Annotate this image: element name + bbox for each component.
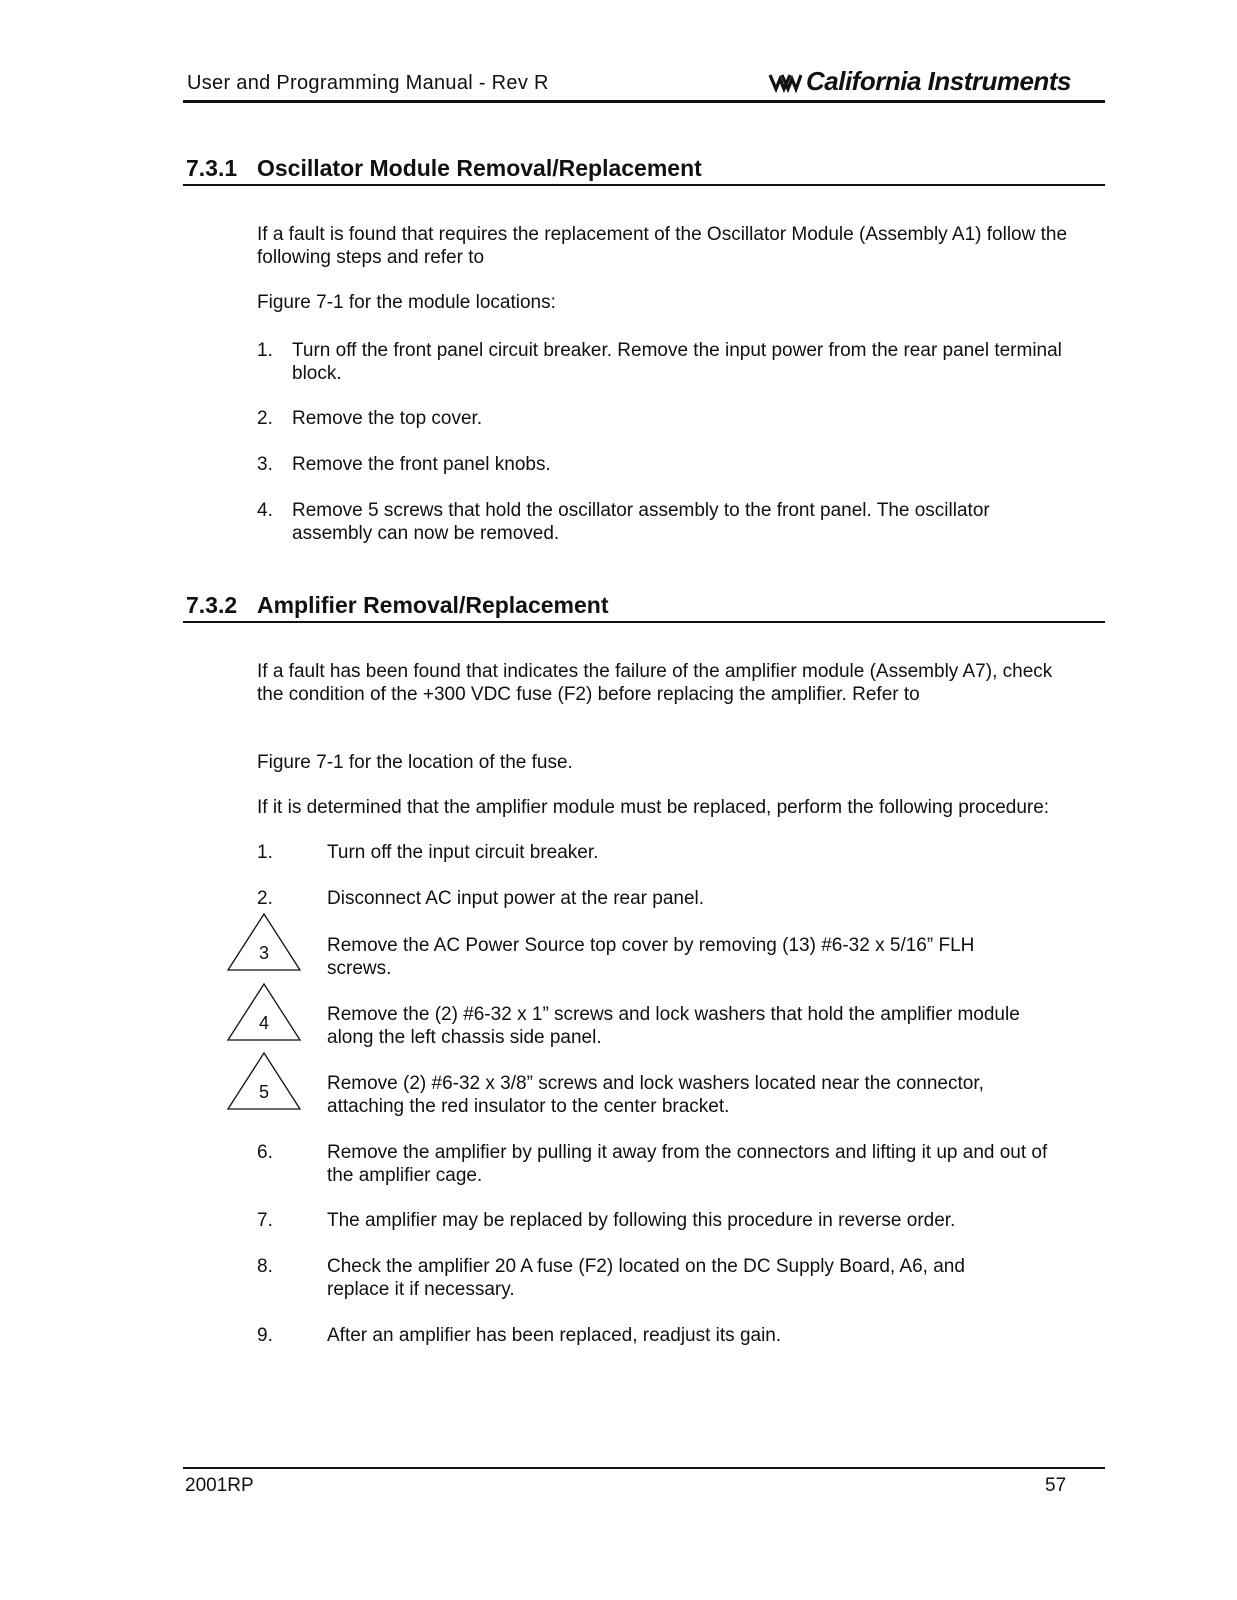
list-item [257, 1209, 1107, 1233]
page-number: 57 [1045, 1475, 1067, 1496]
text-line: If a fault is found that requires the replacement of the Oscillator Module (Assembly A1) follow the [257, 224, 1068, 245]
section-number: 7.3.1 [186, 155, 238, 181]
list-item [226, 912, 1106, 978]
step-text: attaching the red insulator to the center bracket. [327, 1096, 730, 1117]
step-text: replace it if necessary. [327, 1279, 515, 1300]
paragraph [257, 660, 1107, 706]
step-text: Remove the top cover. [292, 408, 483, 429]
step-text: assembly can now be removed. [292, 523, 560, 544]
step-number: 1. [257, 340, 273, 361]
step-text: screws. [327, 958, 392, 979]
footer-rule [183, 1467, 1105, 1469]
step-number: 4 [258, 1013, 269, 1033]
step-text: Remove (2) #6-32 x 3/8” screws and lock washers located near the connector, [327, 1073, 984, 1094]
text-line: following steps and refer to [257, 247, 485, 268]
list-item [226, 982, 1106, 1048]
footer-model: 2001RP [185, 1475, 254, 1496]
step-text: Disconnect AC input power at the rear panel. [327, 888, 705, 909]
step-number: 3. [257, 454, 273, 475]
section-rule [183, 621, 1105, 623]
list-item [257, 407, 1107, 431]
manual-title: User and Programming Manual - Rev R [187, 72, 549, 94]
step-text: along the left chassis side panel. [327, 1027, 602, 1048]
list-item [257, 453, 1107, 477]
step-text: the amplifier cage. [327, 1165, 483, 1186]
figure-reference: Figure 7-1 for the module locations: [257, 292, 556, 313]
step-text: Remove the (2) #6-32 x 1” screws and lock washers that hold the amplifier module [327, 1004, 1020, 1025]
logo-wave-icon [768, 71, 802, 93]
section-heading-732 [186, 592, 609, 619]
list-item [226, 1051, 1106, 1117]
step-number: 4. [257, 500, 273, 521]
section-rule [183, 184, 1105, 186]
list-item [257, 339, 1107, 387]
step-number: 2. [257, 888, 273, 909]
step-text: The amplifier may be replaced by following this procedure in reverse order. [327, 1210, 956, 1231]
list-item [257, 499, 1107, 547]
company-logo [768, 66, 1071, 97]
step-number: 9. [257, 1325, 273, 1346]
step-text: Remove the amplifier by pulling it away from the connectors and lifting it up and out of [327, 1142, 1048, 1163]
step-number: 2. [257, 408, 273, 429]
logo-text: California Instruments [806, 66, 1071, 96]
figure-reference: Figure 7-1 for the location of the fuse. [257, 752, 573, 773]
step-text: Remove the AC Power Source top cover by removing (13) #6-32 x 5/16” FLH [327, 935, 975, 956]
list-item [257, 1324, 1107, 1348]
step-text: After an amplifier has been replaced, readjust its gain. [327, 1325, 782, 1346]
step-number: 8. [257, 1256, 273, 1277]
step-number: 5 [258, 1082, 269, 1102]
paragraph [257, 223, 1107, 269]
text-line: If a fault has been found that indicates the failure of the amplifier module (Assembly A7), check [257, 661, 1053, 682]
step-text: block. [292, 363, 342, 384]
text-line: the condition of the +300 VDC fuse (F2) before replacing the amplifier. Refer to [257, 684, 920, 705]
list-item [257, 887, 1107, 911]
list-item [257, 1255, 1107, 1303]
section-number: 7.3.2 [186, 592, 238, 618]
step-text: Check the amplifier 20 A fuse (F2) located on the DC Supply Board, A6, and [327, 1256, 965, 1277]
step-text: Remove 5 screws that hold the oscillator assembly to the front panel. The oscillator [292, 500, 990, 521]
step-text: Turn off the front panel circuit breaker. Remove the input power from the rear panel terminal [292, 340, 1062, 361]
step-text: Remove the front panel knobs. [292, 454, 551, 475]
list-item [257, 841, 1107, 865]
section-heading-731 [186, 155, 702, 182]
paragraph: If it is determined that the amplifier module must be replaced, perform the following procedure: [257, 797, 1050, 818]
step-number: 7. [257, 1210, 273, 1231]
step-number: 6. [257, 1142, 273, 1163]
section-title: Oscillator Module Removal/Replacement [257, 155, 702, 181]
step-number: 1. [257, 842, 273, 863]
header-rule [183, 100, 1105, 103]
step-text: Turn off the input circuit breaker. [327, 842, 599, 863]
section-title: Amplifier Removal/Replacement [257, 592, 609, 618]
step-number: 3 [258, 943, 269, 963]
list-item [257, 1141, 1107, 1189]
